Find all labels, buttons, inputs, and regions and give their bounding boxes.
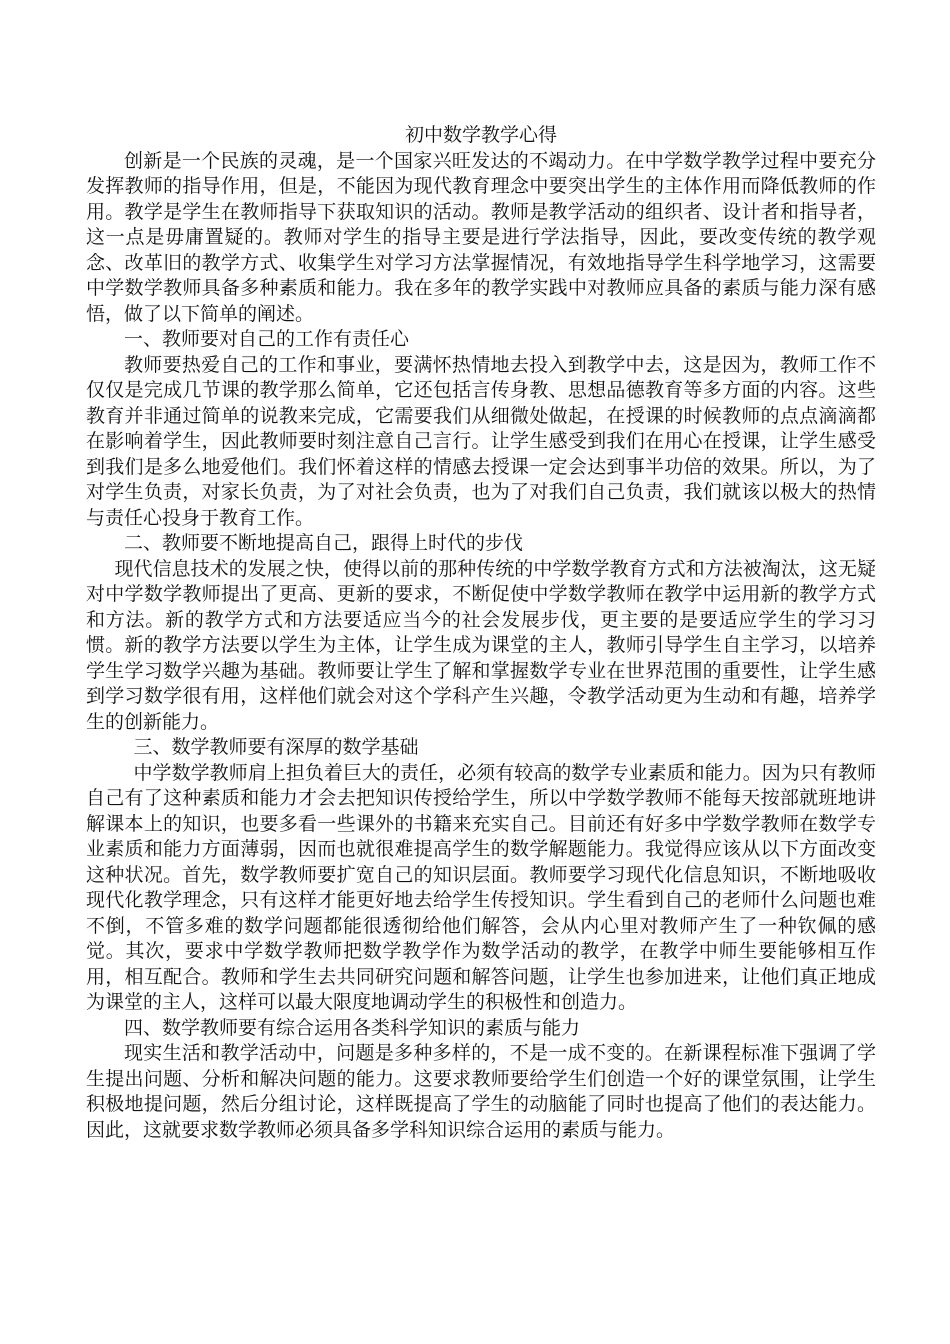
section-1-body: 教师要热爱自己的工作和事业，要满怀热情地去投入到教学中去，这是因为，教师工作不仅仅是完成几节课的教学那么简单，它还包括言传身教、思想品德教育等多方面的内容。这些教育并非通过简单的说教来完成，它需要我们从细微处做起，在授课的时候教师的点点滴滴都在影响着学生，因此教师要时刻注意自己言行。让学生感受到我们在用心在授课，让学生感受到我们是多么地爱他们。我们怀着这样的情感去授课一定会达到事半功倍的效果。所以，为了对学生负责，对家长负责，为了对社会负责，也为了对我们自己负责，我们就该以极大的热情与责任心投身于教育工作。	[86, 353, 876, 529]
section-4-body: 现实生活和教学活动中，问题是多种多样的，不是一成不变的。在新课程标准下强调了学生提出问题、分析和解决问题的能力。这要求教师要给学生们创造一个好的课堂氛围，让学生积极地提问题，然后分组讨论，这样既提高了学生的动脑能了同时也提高了他们的表达能力。因此，这就要求数学教师必须具备多学科知识综合运用的素质与能力。	[86, 1042, 876, 1141]
section-3-heading: 三、数学教师要有深厚的数学基础	[133, 736, 419, 758]
section-1-heading: 一、教师要对自己的工作有责任心	[124, 328, 410, 350]
section-2-body: 现代信息技术的发展之快，使得以前的那种传统的中学数学教育方式和方法被淘汰，这无疑对中学数学教师提出了更高、更新的要求，不断促使中学数学教师在教学中运用新的教学方式和方法。新的教学方式和方法要适应当今的社会发展步伐，更主要的是要适应学生的学习习惯。新的教学方法要以学生为主体，让学生成为课堂的主人，教师引导学生自主学习，以培养学生学习数学兴趣为基础。教师要让学生了解和掌握数学专业在世界范围的重要性，让学生感到学习数学很有用，这样他们就会对这个学科产生兴趣，令教学活动更为生动和有趣，培养学生的创新能力。	[86, 557, 876, 733]
intro-paragraph: 创新是一个民族的灵魂，是一个国家兴旺发达的不竭动力。在中学数学教学过程中要充分发挥教师的指导作用，但是，不能因为现代教育理念中要突出学生的主体作用而降低教师的作用。教学是学生在教师指导下获取知识的活动。教师是教学活动的组织者、设计者和指导者，这一点是毋庸置疑的。教师对学生的指导主要是进行学法指导，因此，要改变传统的教学观念、改革旧的教学方式、收集学生对学习方法掌握情况，有效地指导学生科学地学习，这需要中学数学教师具备多种素质和能力。我在多年的教学实践中对教师应具备的素质与能力深有感悟，做了以下简单的阐述。	[86, 149, 876, 325]
document-title: 初中数学教学心得	[404, 124, 557, 146]
document-body	[86, 123, 876, 1143]
section-4-heading: 四、数学教师要有综合运用各类科学知识的素质与能力	[124, 1016, 581, 1039]
section-3-body: 中学数学教师肩上担负着巨大的责任，必须有较高的数学专业素质和能力。因为只有教师自己有了这种素质和能力才会去把知识传授给学生，所以中学数学教师不能每天按部就班地讲解课本上的知识，也要多看一些课外的书籍来充实自己。目前还有好多中学数学教师在数学专业素质和能力方面薄弱，因而也就很难提高学生的数学解题能力。我觉得应该从以下方面改变这种状况。首先，数学教师要扩宽自己的知识层面。教师要学习现代化信息知识，不断地吸收现代化教学理念，只有这样才能更好地去给学生传授知识。学生看到自己的老师什么问题也难不倒，不管多难的数学问题都能很透彻给他们解答，会从内心里对教师产生了一种钦佩的感觉。其次，要求中学数学教师把数学教学作为数学活动的教学，在教学中师生要能够相互作用，相互配合。教师和学生去共同研究问题和解答问题，让学生也参加进来，让他们真正地成为课堂的主人，这样可以最大限度地调动学生的积极性和创造力。	[86, 761, 876, 1013]
section-2-heading: 二、教师要不断地提高自己，跟得上时代的步伐	[124, 532, 524, 554]
